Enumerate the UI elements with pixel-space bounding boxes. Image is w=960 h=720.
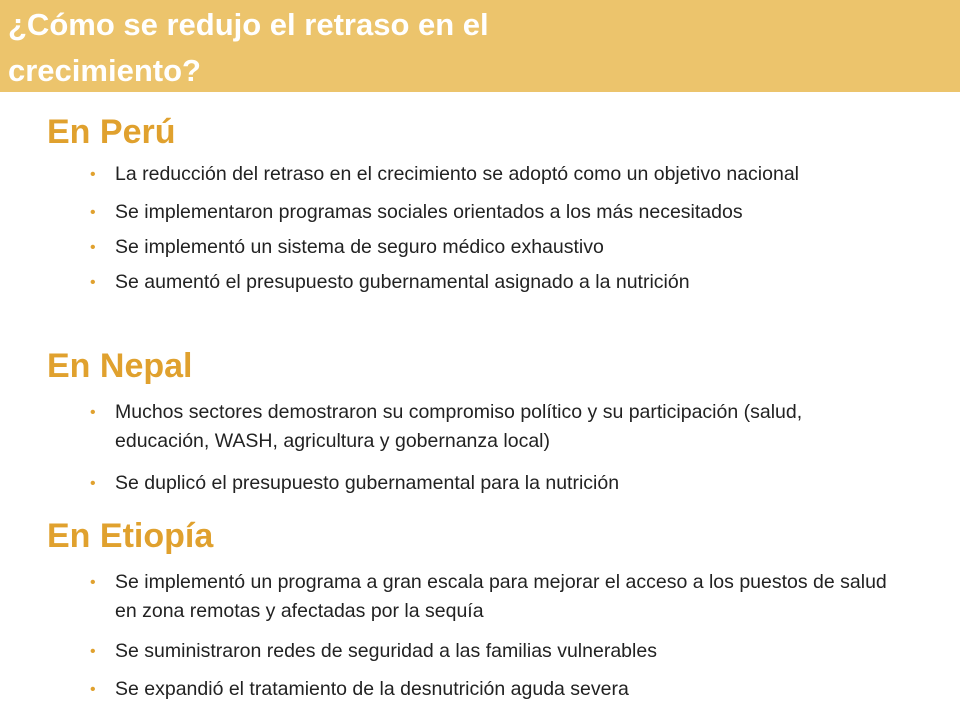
bullet-icon: • (90, 574, 96, 591)
section-heading-peru: En Perú (47, 113, 176, 151)
bullet-list-etiopia (0, 568, 895, 703)
bullet-text: La reducción del retraso en el crecimiento se adoptó como un objetivo nacional (115, 163, 799, 185)
bullet-text: Se implementaron programas sociales orientados a los más necesitados (115, 201, 743, 223)
bullet-icon: • (90, 274, 96, 291)
bullet-text: Se implementó un programa a gran escala para mejorar el acceso a los puestos de salud en zona remotas y afectadas por la sequía (115, 571, 887, 622)
list-item (0, 161, 895, 188)
bullet-icon: • (90, 681, 96, 698)
list-item (0, 199, 895, 226)
bullet-text: Se expandió el tratamiento de la desnutrición aguda severa (115, 678, 629, 700)
bullet-list-nepal (0, 398, 895, 497)
bullet-text: Se aumentó el presupuesto gubernamental asignado a la nutrición (115, 271, 690, 293)
list-item (0, 470, 895, 497)
list-item (0, 234, 895, 261)
slide-title (8, 2, 708, 94)
title-bar (0, 0, 960, 92)
list-item (0, 269, 895, 296)
bullet-icon: • (90, 239, 96, 256)
bullet-list-peru (0, 161, 895, 296)
bullet-icon: • (90, 404, 96, 421)
bullet-icon: • (90, 643, 96, 660)
bullet-icon: • (90, 204, 96, 221)
section-heading-etiopia: En Etiopía (47, 517, 214, 555)
bullet-text: Se suministraron redes de seguridad a las familias vulnerables (115, 640, 657, 662)
bullet-text: Se duplicó el presupuesto gubernamental para la nutrición (115, 472, 620, 494)
bullet-icon: • (90, 166, 96, 183)
list-item (0, 568, 895, 626)
list-item (0, 398, 895, 456)
bullet-text: Muchos sectores demostraron su compromiso político y su participación (salud, educación, WASH, agricultura y gobernanza local) (115, 401, 803, 452)
slide-title-line-2: crecimiento? (8, 53, 201, 88)
slide-title-line-1: ¿Cómo se redujo el retraso en el (8, 7, 489, 42)
list-item (0, 676, 895, 703)
bullet-icon: • (90, 475, 96, 492)
list-item (0, 638, 895, 665)
bullet-text: Se implementó un sistema de seguro médico exhaustivo (115, 236, 604, 258)
section-heading-nepal: En Nepal (47, 347, 193, 385)
